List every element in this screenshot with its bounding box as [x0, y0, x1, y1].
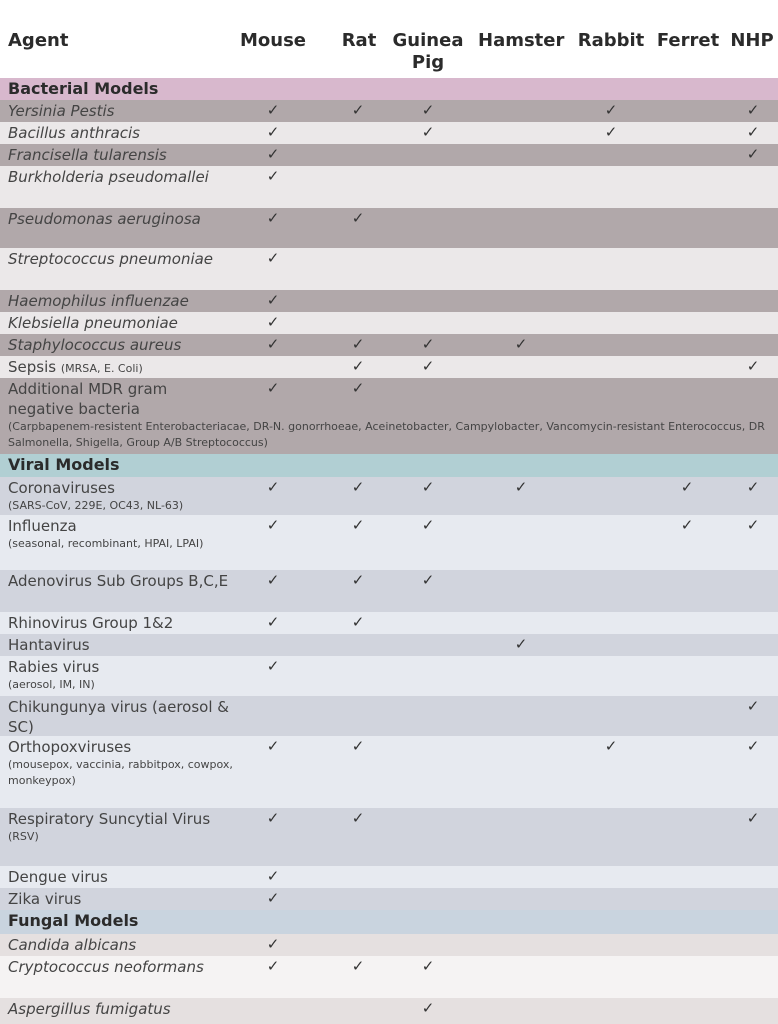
check-rat-icon: ✓: [351, 357, 365, 375]
check-nhp-icon: ✓: [746, 101, 760, 119]
agent-subtitle: (aerosol, IM, IN): [8, 678, 95, 691]
table-row: [0, 634, 778, 656]
header-ferret: Ferret: [656, 30, 720, 51]
check-mouse-icon: ✓: [266, 935, 280, 953]
agent-label: Rabies virus: [8, 658, 100, 676]
check-rat-icon: ✓: [351, 571, 365, 589]
check-rabbit-icon: ✓: [604, 101, 618, 119]
agent-name: [8, 999, 233, 1019]
agent-label: Cryptococcus neoformans: [8, 958, 204, 976]
check-rat-icon: ✓: [351, 613, 365, 631]
agent-name: [8, 357, 233, 379]
check-mouse-icon: ✓: [266, 571, 280, 589]
section-title: Viral Models: [8, 455, 120, 474]
agent-name: [8, 167, 233, 187]
agent-name: [8, 379, 233, 419]
agent-name: [8, 957, 233, 977]
check-nhp-icon: ✓: [746, 478, 760, 496]
table-row: [0, 144, 778, 166]
check-mouse-icon: ✓: [266, 145, 280, 163]
agent-label: Additional MDR gram negative bacteria: [8, 380, 168, 418]
check-mouse-icon: ✓: [266, 249, 280, 267]
table-row: [0, 736, 778, 808]
check-guinea-icon: ✓: [421, 999, 435, 1017]
check-guinea-icon: ✓: [421, 335, 435, 353]
table-row: [0, 656, 778, 696]
agent-label: Dengue virus: [8, 868, 108, 886]
agent-name: [8, 101, 233, 121]
agent-label: Sepsis: [8, 358, 57, 376]
agent-label: Chikungunya virus (aerosol & SC): [8, 698, 229, 736]
agent-name: [8, 145, 233, 165]
table-row: [0, 888, 778, 910]
check-guinea-icon: ✓: [421, 516, 435, 534]
agent-name: [8, 737, 233, 789]
agent-label: Streptococcus pneumoniae: [8, 250, 214, 268]
table-row: [0, 356, 778, 378]
check-ferret-icon: ✓: [680, 478, 694, 496]
check-mouse-icon: ✓: [266, 335, 280, 353]
agent-name: [8, 571, 233, 591]
check-mouse-icon: ✓: [266, 867, 280, 885]
agent-subtitle: (seasonal, recombinant, HPAI, LPAI): [8, 537, 204, 550]
agent-label: Candida albicans: [8, 936, 137, 954]
agent-name: [8, 889, 233, 909]
agent-name: [8, 123, 233, 143]
check-nhp-icon: ✓: [746, 697, 760, 715]
table-row: [0, 122, 778, 144]
check-hamster-icon: ✓: [514, 335, 528, 353]
agent-name: [8, 635, 233, 655]
table-row: [0, 956, 778, 998]
check-mouse-icon: ✓: [266, 167, 280, 185]
check-mouse-icon: ✓: [266, 737, 280, 755]
table-row: [0, 166, 778, 208]
agent-inline-note: (MRSA, E. Coli): [60, 362, 143, 375]
check-nhp-icon: ✓: [746, 145, 760, 163]
check-mouse-icon: ✓: [266, 123, 280, 141]
table-row: [0, 998, 778, 1024]
header-guinea-pig: Guinea Pig: [392, 30, 464, 73]
agent-label: Burkholderia pseudomallei: [8, 168, 209, 186]
check-nhp-icon: ✓: [746, 123, 760, 141]
table-row: [0, 378, 778, 454]
check-guinea-icon: ✓: [421, 101, 435, 119]
section-title: Bacterial Models: [8, 79, 159, 98]
check-hamster-icon: ✓: [514, 478, 528, 496]
agent-name: [8, 809, 233, 845]
agent-name: [8, 697, 233, 737]
check-mouse-icon: ✓: [266, 889, 280, 907]
table-row: [0, 100, 778, 122]
check-mouse-icon: ✓: [266, 478, 280, 496]
agent-label: Zika virus: [8, 890, 82, 908]
check-guinea-icon: ✓: [421, 957, 435, 975]
check-mouse-icon: ✓: [266, 957, 280, 975]
table-row: [0, 515, 778, 570]
check-rat-icon: ✓: [351, 809, 365, 827]
check-nhp-icon: ✓: [746, 737, 760, 755]
header-nhp: NHP: [730, 30, 774, 51]
check-rat-icon: ✓: [351, 478, 365, 496]
check-hamster-icon: ✓: [514, 635, 528, 653]
agent-label: Hantavirus: [8, 636, 90, 654]
check-rat-icon: ✓: [351, 379, 365, 397]
table-row: [0, 612, 778, 634]
header-agent: Agent: [8, 30, 69, 51]
check-guinea-icon: ✓: [421, 571, 435, 589]
agent-label: Staphylococcus aureus: [8, 336, 182, 354]
check-mouse-icon: ✓: [266, 101, 280, 119]
check-rat-icon: ✓: [351, 737, 365, 755]
check-mouse-icon: ✓: [266, 613, 280, 631]
table-row: [0, 570, 778, 612]
agent-label: Respiratory Suncytial Virus: [8, 810, 211, 828]
check-mouse-icon: ✓: [266, 209, 280, 227]
check-nhp-icon: ✓: [746, 809, 760, 827]
check-rabbit-icon: ✓: [604, 737, 618, 755]
agent-name: [8, 478, 233, 514]
agent-name: [8, 867, 233, 887]
agent-name: [8, 249, 233, 269]
agent-name: [8, 335, 233, 355]
table-row: [0, 290, 778, 312]
agent-label: Bacillus anthracis: [8, 124, 140, 142]
agent-label: Klebsiella pneumoniae: [8, 314, 178, 332]
table-row: [0, 866, 778, 888]
check-guinea-icon: ✓: [421, 478, 435, 496]
section-header-viral-models: [0, 454, 778, 477]
table-row: [0, 312, 778, 334]
agent-subtitle: (SARS-CoV, 229E, OC43, NL-63): [8, 499, 184, 512]
agent-name: [8, 209, 233, 229]
agent-label: Adenovirus Sub Groups B,C,E: [8, 572, 229, 590]
header-rabbit: Rabbit: [577, 30, 645, 51]
agent-label: Haemophilus influenzae: [8, 292, 189, 310]
check-rat-icon: ✓: [351, 957, 365, 975]
agent-name: [8, 291, 233, 311]
check-mouse-icon: ✓: [266, 379, 280, 397]
agent-name: [8, 935, 233, 955]
agent-label: Rhinovirus Group 1&2: [8, 614, 174, 632]
table-row: [0, 696, 778, 736]
table-row: [0, 248, 778, 290]
check-mouse-icon: ✓: [266, 516, 280, 534]
agent-label: Influenza: [8, 517, 77, 535]
check-nhp-icon: ✓: [746, 357, 760, 375]
check-mouse-icon: ✓: [266, 291, 280, 309]
check-mouse-icon: ✓: [266, 657, 280, 675]
header-rat: Rat: [341, 30, 377, 51]
table-row: [0, 208, 778, 248]
table-row: [0, 808, 778, 866]
agent-subtitle: (mousepox, vaccinia, rabbitpox, cowpox, monkeypox): [8, 758, 233, 787]
check-ferret-icon: ✓: [680, 516, 694, 534]
agent-label: Yersinia Pestis: [8, 102, 115, 120]
agent-label: Pseudomonas aeruginosa: [8, 210, 201, 228]
section-header-bacterial-models: [0, 78, 778, 100]
check-nhp-icon: ✓: [746, 516, 760, 534]
agent-name: [8, 313, 233, 333]
section-title: Fungal Models: [8, 911, 139, 930]
agent-label: Orthopoxviruses: [8, 738, 132, 756]
agent-name: [8, 657, 233, 693]
table-row: [0, 334, 778, 356]
agent-footnote: (Carpbapenem-resistent Enterobacteriacae, DR-N. gonorrhoeae, Aceinetobacter, Campylobacter, Vancomycin-resistant Enterococcus, DR Salmonella, Shigella, Group A/B Streptococcus): [8, 420, 765, 449]
table-row: [0, 934, 778, 956]
check-rat-icon: ✓: [351, 101, 365, 119]
check-guinea-icon: ✓: [421, 123, 435, 141]
table-row: [0, 477, 778, 515]
check-rat-icon: ✓: [351, 209, 365, 227]
check-rabbit-icon: ✓: [604, 123, 618, 141]
section-header-fungal-models: [0, 910, 778, 934]
header-hamster: Hamster: [478, 30, 565, 51]
header-mouse: Mouse: [239, 30, 306, 51]
agent-label: Coronaviruses: [8, 479, 115, 497]
check-guinea-icon: ✓: [421, 357, 435, 375]
check-mouse-icon: ✓: [266, 313, 280, 331]
table-header: [0, 0, 778, 78]
check-rat-icon: ✓: [351, 335, 365, 353]
check-mouse-icon: ✓: [266, 809, 280, 827]
agent-name: [8, 516, 233, 552]
agent-subtitle: (RSV): [8, 830, 39, 843]
agent-name: [8, 613, 233, 633]
agent-label: Aspergillus fumigatus: [8, 1000, 171, 1018]
agent-label: Francisella tularensis: [8, 146, 167, 164]
check-rat-icon: ✓: [351, 516, 365, 534]
